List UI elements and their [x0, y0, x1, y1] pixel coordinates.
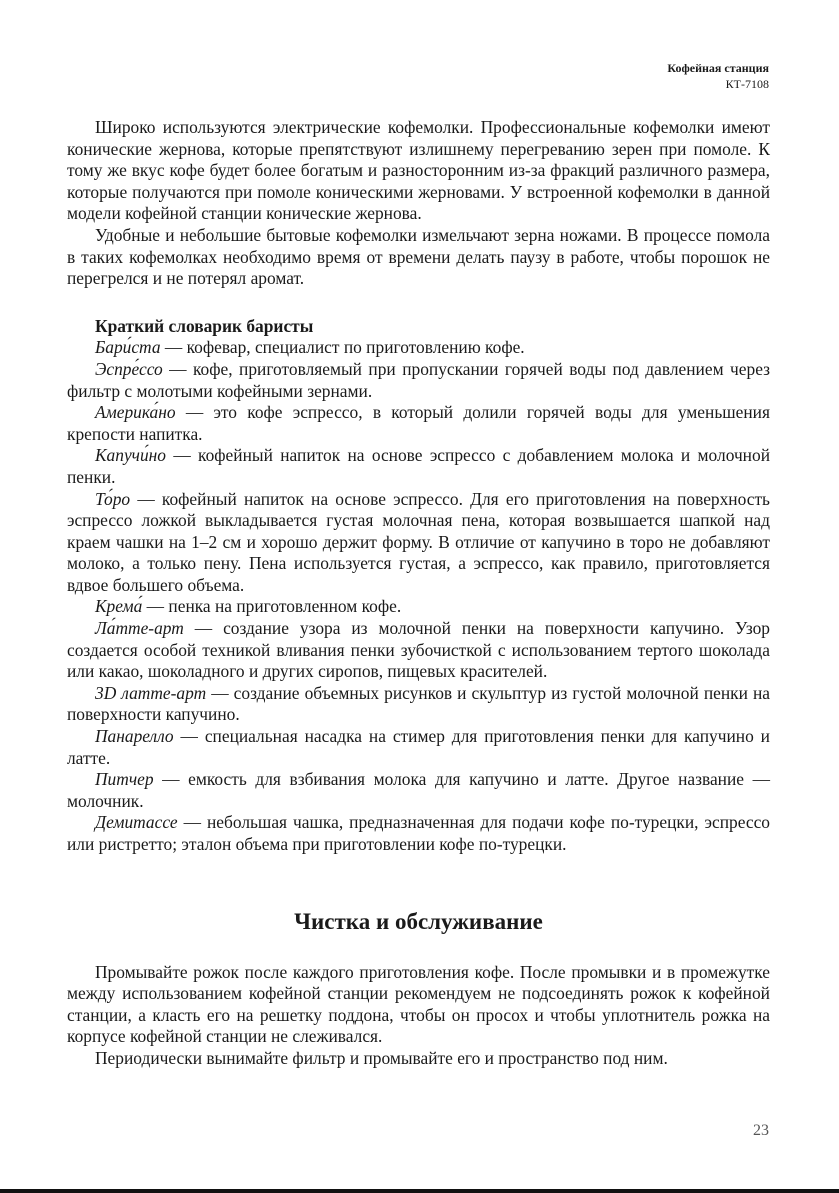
dictionary-entry	[67, 812, 770, 855]
product-name: Кофейная станция	[667, 61, 769, 75]
intro-paragraph: Широко используются электрические кофемолки. Профессиональные кофемолки имеют конические жернова, которые препятствуют излишнему перегреванию зерен при помоле. К тому же вкус кофе будет более богатым и разносторонним из-за фракций различного размера, которые получаются при помоле коническими жерновами. У встроенной кофемолки в данной модели кофейной станции конические жернова.	[67, 117, 770, 224]
dictionary-term: Эспре́ссо	[95, 358, 163, 379]
dictionary-definition: — кофейный напиток на основе эспрессо с добавлением молока и молочной пенки.	[67, 445, 770, 487]
dictionary-term: Капучи́но	[95, 445, 166, 466]
page-header	[667, 60, 769, 92]
model-number: КТ-7108	[725, 77, 769, 91]
dictionary-entry	[67, 337, 770, 359]
dictionary-term: Демитассе	[95, 812, 178, 833]
dictionary-entry	[67, 683, 770, 726]
dictionary-term: То́ро	[95, 488, 131, 509]
dictionary-entry	[67, 359, 770, 402]
dictionary-definition: — создание объемных рисунков и скульптур из густой молочной пенки на поверхности капучино.	[67, 682, 770, 725]
dictionary-entry	[67, 596, 770, 618]
dictionary-entry	[67, 726, 770, 769]
dictionary-definition: — небольшая чашка, предназначенная для подачи кофе по-турецки, эспрессо или ристретто; эталон объема при приготовлении кофе по-турецки.	[67, 812, 770, 854]
dictionary-term: Панарелло	[95, 726, 174, 747]
dictionary-definition: — это кофе эспрессо, в который долили горячей воды для уменьшения крепости напитка.	[67, 402, 770, 444]
dictionary-term: Питчер	[95, 769, 154, 790]
dictionary-definition: — кофе, приготовляемый при пропускании горячей воды под давлением через фильтр с молотыми кофейными зернами.	[67, 358, 770, 401]
dictionary-definition: — кофейный напиток на основе эспрессо. Для его приготовления на поверхность эспрессо ложкой выкладывается густая молочная пена, которая возвышается шапкой над краем чашки на 1–2 см и хорошо держит форму. В отличие от капучино в торо не добавляют молоко, а только пену. Пена используется густая, а эспрессо, как правило, приготовляется вдвое большего объема.	[67, 488, 770, 595]
dictionary-entry	[67, 618, 770, 683]
section-title: Чистка и обслуживание	[294, 908, 543, 934]
dictionary-definition: — специальная насадка на стимер для приготовления пенки для капучино и латте.	[67, 726, 770, 768]
dictionary-term: Крема́	[95, 596, 143, 617]
dictionary-definition: — пенка на приготовленном кофе.	[142, 596, 402, 617]
dictionary-entry	[67, 489, 770, 597]
cleaning-paragraph: Периодически вынимайте фильтр и промывайте его и пространство под ним.	[95, 1047, 668, 1068]
dictionary-entry	[67, 402, 770, 445]
dictionary-entry	[67, 769, 770, 812]
dictionary-term: Ла́тте-арт	[95, 618, 184, 639]
dictionary-definition: — емкость для взбивания молока для капучино и латте. Другое название — молочник.	[67, 769, 770, 811]
page-number: 23	[753, 1122, 769, 1139]
dictionary-entry	[67, 445, 770, 488]
cleaning-paragraph: Промывайте рожок после каждого приготовления кофе. После промывки и в промежутке между использованием кофейной станции рекомендуем не подсоединять рожок к кофейной станции, а класть его на решетку поддона, чтобы он просох и чтобы уплотнитель рожка на корпусе кофейной станции не слеживался.	[67, 961, 770, 1047]
dictionary-definition: — создание узора из молочной пенки на поверхности капучино. Узор создается особой техникой вливания пенки зубочисткой с использованием тертого шоколада или какао, шоколадного и других сиропов, пищевых красителей.	[67, 618, 770, 682]
dictionary-definition: — кофевар, специалист по приготовлению кофе.	[160, 337, 525, 358]
dictionary-term: Бари́ста	[95, 337, 161, 358]
dictionary-term: 3D латте-арт	[95, 682, 207, 703]
dictionary-title: Краткий словарик баристы	[95, 315, 314, 336]
intro-paragraph: Удобные и небольшие бытовые кофемолки измельчают зерна ножами. В процессе помола в таких кофемолках необходимо время от времени делать паузу в работе, чтобы порошок не перегрелся и не потерял аромат.	[67, 224, 770, 289]
dictionary-term: Америка́но	[95, 402, 176, 423]
page-content	[67, 117, 770, 1070]
bottom-rule	[0, 1189, 839, 1193]
